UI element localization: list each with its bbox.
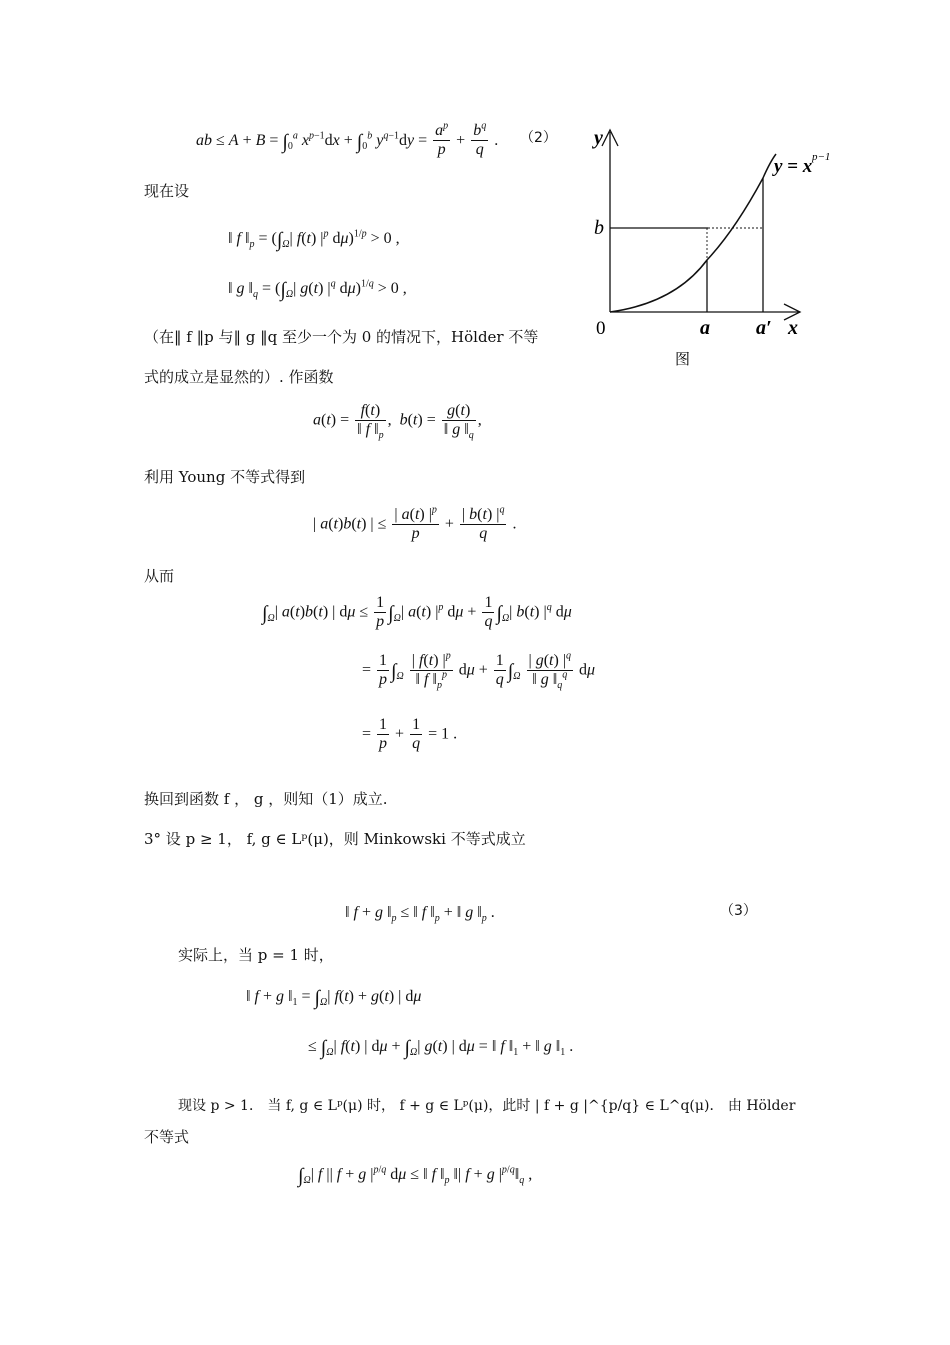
text-now-p1-a: 现设 p > 1． 当 f, g ∈ Lᵖ(μ) 时， f + g ∈ Lᵖ(μ)，此时 | f + g |^{p/q} ∈ L^q(μ)． 由 Hölder bbox=[178, 1098, 796, 1114]
text-actually: 实际上，当 p = 1 时， bbox=[178, 946, 334, 964]
y-axis-label: y bbox=[594, 127, 603, 149]
curve-label-exponent: p−1 bbox=[812, 151, 831, 163]
equation-2: ab ≤ $A + B = \int_0^a$ $x^{p-1}dx + \int_0^b$ $y^{q-1}dy$ = $\frac{a^p}{p}$ + $\frac{b^q}{q}$ . bbox=[196, 120, 499, 159]
equation-hence-3: = $\frac{1}{p}$ + $\frac{1}{q}$ = 1 . bbox=[362, 716, 458, 753]
b-label: b bbox=[594, 217, 604, 239]
figure-caption: 图 bbox=[675, 352, 691, 368]
equation-hence-2: = $\frac{1}{p}$ $\int_\Omega$ $\frac{| f(t) |^p}{‖ f ‖_p^p}$ dμ + $\frac{1}{q}$ $\int_\Omega$ $\frac{| g(t) |^q}{‖ g ‖_q^q}$ dμ bbox=[362, 650, 596, 692]
equation-ab-def: a(t) = $\frac{f(t)}{‖ f ‖_p}$ , b(t) = $\frac{g(t)}{‖ g ‖_q}$ , bbox=[313, 402, 482, 442]
text-item3: 3° 设 p ≥ 1， f, g ∈ Lᵖ(μ)，则 Minkowski 不等式成立 bbox=[144, 830, 526, 848]
equation-young: | a(t)b(t) | ≤ $\frac{| a(t) |^p}{p}$ + $\frac{| b(t) |^q}{q}$ . bbox=[313, 504, 517, 543]
equation-holder-last: $\int_\Omega|$ f || f + g $|^{p/q}$ dμ ≤ ‖ f $‖_p$ ‖| f + g $|^{p/q}‖_q$ , bbox=[298, 1164, 533, 1187]
text-hence: 从而 bbox=[144, 567, 175, 585]
curve-y-x-p-1 bbox=[610, 154, 776, 312]
equation-minkowski: ‖ f + g $‖_p$ ≤ ‖ f $‖_p$ + ‖ g $‖_p$ . bbox=[345, 904, 495, 925]
equation-p1-b: ≤ $\int_\Omega|$ f(t) | $d\mu + \int_\Omega|$ g(t) | dμ = ‖ f $‖_1$ + ‖ g $‖_1$ . bbox=[308, 1037, 574, 1059]
figure-svg bbox=[580, 118, 840, 368]
figure-young-curve bbox=[580, 118, 840, 372]
text-back: 换回到函数 f ， g ，则知（1）成立. bbox=[144, 790, 388, 808]
a-prime-label: a′ bbox=[756, 317, 772, 339]
equation-number-2: （2） bbox=[520, 130, 557, 146]
a-label: a bbox=[700, 317, 710, 339]
text-note-line2: 式的成立是显然的）. 作函数 bbox=[144, 368, 334, 386]
equation-norm-f: ‖ f $‖_p = (\int_\Omega|$ f(t) $|^p$ dμ)$^{1/p}$ > 0 , bbox=[228, 228, 400, 251]
curve-label: y = x bbox=[774, 156, 813, 177]
text-now-set: 现在设 bbox=[144, 182, 190, 200]
equation-p1-a: ‖ f + g $‖_1 = \int_\Omega|$ f(t) + g(t) | dμ bbox=[246, 987, 422, 1009]
origin-label: 0 bbox=[596, 318, 606, 339]
equation-norm-g: ‖ g $‖_q = (\int_\Omega|$ g(t) $|^q$ dμ)$^{1/q}$ > 0 , bbox=[228, 278, 407, 301]
text-now-p1-b: 不等式 bbox=[144, 1128, 190, 1146]
equation-number-3: （3） bbox=[720, 903, 757, 919]
x-axis-label: x bbox=[788, 317, 798, 339]
text-young: 利用 Young 不等式得到 bbox=[144, 468, 306, 486]
text-note-line1: （在‖ f ‖p 与‖ g ‖q 至少一个为 0 的情况下，Hölder 不等 bbox=[144, 328, 539, 346]
equation-hence-1: $\int_\Omega|$ a(t)b(t) | dμ ≤ $\frac{1}{p}$ $\int_\Omega|$ a(t) $|^p$ dμ + $\frac{1}{q}$ $\int_\Omega|$ b(t) $|^q$ dμ bbox=[262, 594, 572, 631]
